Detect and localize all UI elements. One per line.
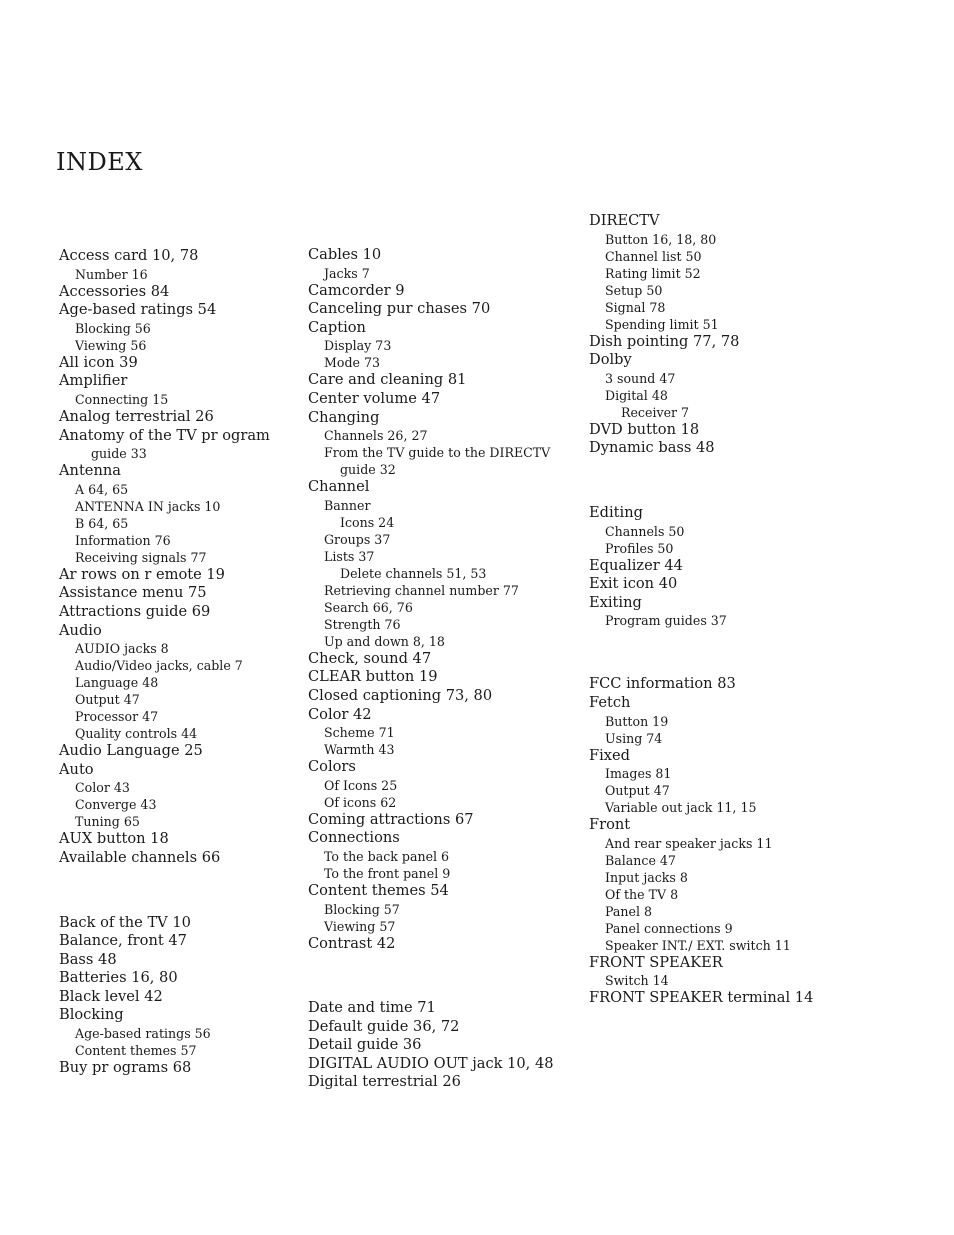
index-subentry: Blocking 57 [324,901,400,917]
index-subentry: To the back panel 6 [324,848,450,864]
index-subentry: To the front panel 9 [324,865,451,881]
index-section [59,914,270,1078]
index-subentry: B 64, 65 [75,515,129,531]
index-entry: FCC information 83 [589,675,736,693]
index-subentry: Number 16 [75,266,148,282]
index-subentry: Icons 24 [340,514,395,530]
index-subentry: Digital 48 [605,387,668,403]
index-entry: Center volume 47 [308,389,441,407]
index-subentry: Output 47 [75,692,140,708]
index-subentry: Connecting 15 [75,391,169,407]
index-subentry: Search 66, 76 [324,599,413,615]
index-entry: Buy pr ograms 68 [59,1059,192,1077]
index-entry: Editing [589,503,643,521]
index-subentry: Profiles 50 [605,540,674,556]
index-entry: Changing [308,408,380,426]
index-subentry: Banner [324,497,371,513]
index-subentry: Display 73 [324,338,392,354]
index-subentry: Of Icons 25 [324,777,398,793]
index-subentry: Channel list 50 [605,248,702,264]
index-entry: Contrast 42 [308,934,396,952]
index-entry: Exit icon 40 [589,575,678,593]
index-section [589,504,813,629]
index-entry: Fixed [589,746,631,764]
index-subentry: Strength 76 [324,616,401,632]
index-subentry: Receiver 7 [621,404,690,420]
index-entry: Digital terrestrial 26 [308,1073,461,1091]
index-entry: Content themes 54 [308,881,449,899]
index-entry: All icon 39 [59,353,138,371]
index-subentry: Viewing 56 [75,337,147,353]
index-subentry: Setup 50 [605,282,663,298]
index-subentry: Retrieving channel number 77 [324,582,519,598]
index-subentry: Processor 47 [75,709,159,725]
index-entry: Accessories 84 [59,282,170,300]
index-subentry: And rear speaker jacks 11 [605,835,773,851]
index-subentry: Images 81 [605,766,672,782]
index-entry: Auto [59,760,94,778]
index-subentry: Spending limit 51 [605,316,719,332]
index-entry: Bass 48 [59,950,117,968]
index-entry: Caption [308,318,366,336]
index-subentry: Tuning 65 [75,814,140,830]
index-entry: Coming attractions 67 [308,810,474,828]
index-entry: Check, sound 47 [308,649,432,667]
index-subentry: Input jacks 8 [605,869,688,885]
index-entry: Fetch [589,693,631,711]
index-subentry: Lists 37 [324,548,375,564]
index-entry: Colors [308,758,356,776]
index-subentry: Rating limit 52 [605,265,701,281]
index-subentry: Content themes 57 [75,1043,197,1059]
index-entry: DVD button 18 [589,420,700,438]
section-gap [589,629,813,675]
index-entry: Age-based ratings 54 [59,301,217,319]
index-entry: FRONT SPEAKER [589,953,723,971]
index-subentry: Blocking 56 [75,320,151,336]
index-entry: Anatomy of the TV pr ogram [59,426,270,444]
index-subentry: Using 74 [605,730,663,746]
index-entry: Equalizer 44 [589,556,683,574]
index-entry: Analog terrestrial 26 [59,407,214,425]
index-entry: Date and time 71 [308,999,436,1017]
index-subentry: Program guides 37 [605,613,727,629]
index-entry: Audio [59,621,102,639]
index-entry: Channel [308,478,370,496]
index-subentry: guide 33 [91,446,147,462]
index-entry: Detail guide 36 [308,1036,422,1054]
index-section [589,212,813,458]
section-gap [59,868,270,914]
index-column-2 [308,246,554,1092]
index-subentry: Balance 47 [605,852,676,868]
index-subentry: Receiving signals 77 [75,549,207,565]
index-subentry: Language 48 [75,675,159,691]
index-subentry: Channels 26, 27 [324,428,428,444]
index-subentry: Audio/Video jacks, cable 7 [75,658,243,674]
index-entry: Batteries 16, 80 [59,969,178,987]
index-entry: Color 42 [308,705,372,723]
index-entry: Closed captioning 73, 80 [308,686,493,704]
index-entry: AUX button 18 [59,830,169,848]
index-entry: Black level 42 [59,987,163,1005]
index-entry: FRONT SPEAKER terminal 14 [589,989,814,1007]
index-subentry: Of icons 62 [324,794,397,810]
index-entry: Ar rows on r emote 19 [59,565,225,583]
index-entry: Attractions guide 69 [59,602,211,620]
index-column-1 [59,247,270,1078]
index-subentry: Speaker INT./ EXT. switch 11 [605,937,791,953]
index-section [308,246,554,953]
index-subentry: Of the TV 8 [605,886,679,902]
index-section [589,675,813,1008]
index-subentry: Warmth 43 [324,742,395,758]
index-entry: Available channels 66 [59,848,221,866]
page-title: INDEX [56,148,143,176]
index-subentry: Mode 73 [324,355,381,371]
index-subentry: Viewing 57 [324,918,396,934]
index-entry: DIRECTV [589,212,660,229]
index-entry: Connections [308,829,400,847]
index-entry: Access card 10, 78 [59,247,199,264]
index-subentry: Delete channels 51, 53 [340,565,487,581]
index-column-3 [589,212,813,1008]
index-subentry: Panel connections 9 [605,920,733,936]
index-subentry: Switch 14 [605,973,669,989]
index-subentry: 3 sound 47 [605,370,676,386]
index-entry: Care and cleaning 81 [308,371,467,389]
index-entry: Dish pointing 77, 78 [589,332,740,350]
section-gap [308,953,554,999]
index-subentry: Age-based ratings 56 [75,1026,211,1042]
index-entry: Camcorder 9 [308,281,405,299]
index-entry: Back of the TV 10 [59,913,191,931]
index-subentry: Panel 8 [605,903,653,919]
index-subentry: Variable out jack 11, 15 [605,800,757,816]
index-subentry: ANTENNA IN jacks 10 [75,498,221,514]
index-subentry: Groups 37 [324,531,391,547]
index-entry: Cables 10 [308,246,382,263]
index-subentry: Converge 43 [75,797,157,813]
index-subentry: Up and down 8, 18 [324,633,445,649]
index-entry: Default guide 36, 72 [308,1017,460,1035]
section-gap [589,458,813,504]
index-subentry: Output 47 [605,783,670,799]
index-subentry: Channels 50 [605,523,685,539]
index-entry: Front [589,816,631,834]
index-entry: Amplifier [59,372,128,390]
index-entry: Canceling pur chases 70 [308,300,491,318]
index-subentry: guide 32 [340,462,396,478]
index-entry: Assistance menu 75 [59,584,207,602]
index-subentry: Button 19 [605,713,669,729]
index-subentry: From the TV guide to the DIRECTV [324,445,551,461]
index-entry: Audio Language 25 [59,742,203,760]
index-entry: Antenna [59,462,121,480]
index-subentry: A 64, 65 [75,481,129,497]
index-subentry: Jacks 7 [324,265,370,281]
index-subentry: Button 16, 18, 80 [605,231,717,247]
index-subentry: Scheme 71 [324,725,395,741]
index-subentry: Quality controls 44 [75,726,198,742]
index-entry: CLEAR button 19 [308,668,438,686]
index-entry: DIGITAL AUDIO OUT jack 10, 48 [308,1054,554,1072]
index-section [308,999,554,1092]
index-subentry: AUDIO jacks 8 [75,641,169,657]
index-section [59,247,270,868]
index-subentry: Color 43 [75,780,130,796]
index-entry: Balance, front 47 [59,932,187,950]
index-entry: Dynamic bass 48 [589,439,715,457]
index-subentry: Information 76 [75,532,171,548]
index-subentry: Signal 78 [605,299,666,315]
index-entry: Blocking [59,1006,124,1024]
index-entry: Dolby [589,351,632,369]
index-entry: Exiting [589,593,642,611]
